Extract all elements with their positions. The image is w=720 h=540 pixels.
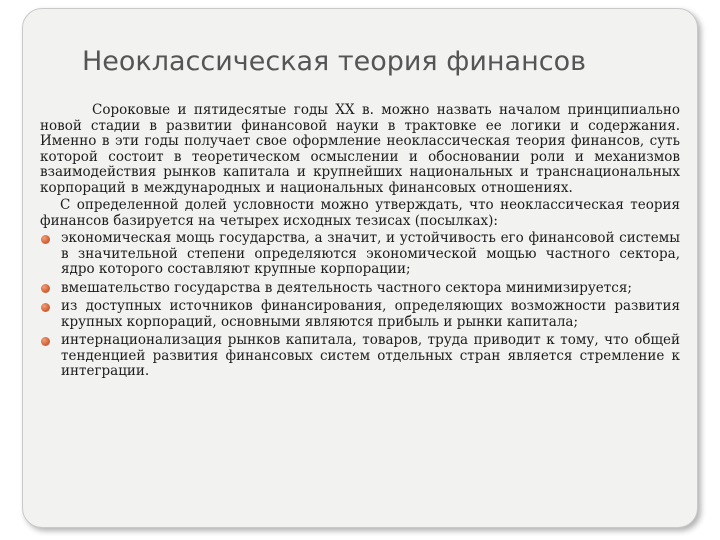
- list-item-text: экономическая мощь государства, а значит, и устойчивость его финансовой системы в значительной степени определяются экономической мощью частного сектора, ядро которого составляют крупные корпорации;: [61, 230, 680, 277]
- bullet-dot-icon: [41, 235, 50, 244]
- bullet-dot-icon: [41, 284, 50, 293]
- list-item: [40, 281, 680, 297]
- paragraph-theses-lead: С определенной долей условности можно утверждать, что неоклассическая теория финансов базируется на четырех исходных тезисах (посылках):: [40, 197, 680, 229]
- list-item: [40, 299, 680, 330]
- bullet-dot-icon: [41, 303, 50, 312]
- list-item-text: из доступных источников финансирования, определяющих возможности развития крупных корпораций, основными являются прибыль и рынки капитала;: [61, 298, 680, 330]
- list-item: [40, 333, 680, 380]
- bullet-dot-icon: [41, 337, 50, 346]
- slide-body: [40, 103, 680, 383]
- paragraph-intro: Сороковые и пятидесятые годы XX в. можно назвать началом принципиально новой стадии в развитии финансовой науки в трактовке ее логики и содержания. Именно в эти годы получает свое оформление неоклассическая теория финансов, суть которой состоит в теоретическом осмыслении и обосновании роли и механизмов взаимодействия рынков капитала и крупнейших национальных и транснациональных корпораций в международных и национальных финансовых отношениях.: [40, 102, 680, 196]
- list-item: [40, 231, 680, 278]
- list-item-text: интернационализация рынков капитала, товаров, труда приводит к тому, что общей тенденцией развития финансовых систем отдельных стран является стремление к интеграции.: [61, 332, 680, 379]
- theses-list: [40, 231, 680, 380]
- list-item-text: вмешательство государства в деятельность частного сектора минимизируется;: [61, 279, 632, 296]
- slide-title: Неоклассическая теория финансов: [82, 46, 586, 77]
